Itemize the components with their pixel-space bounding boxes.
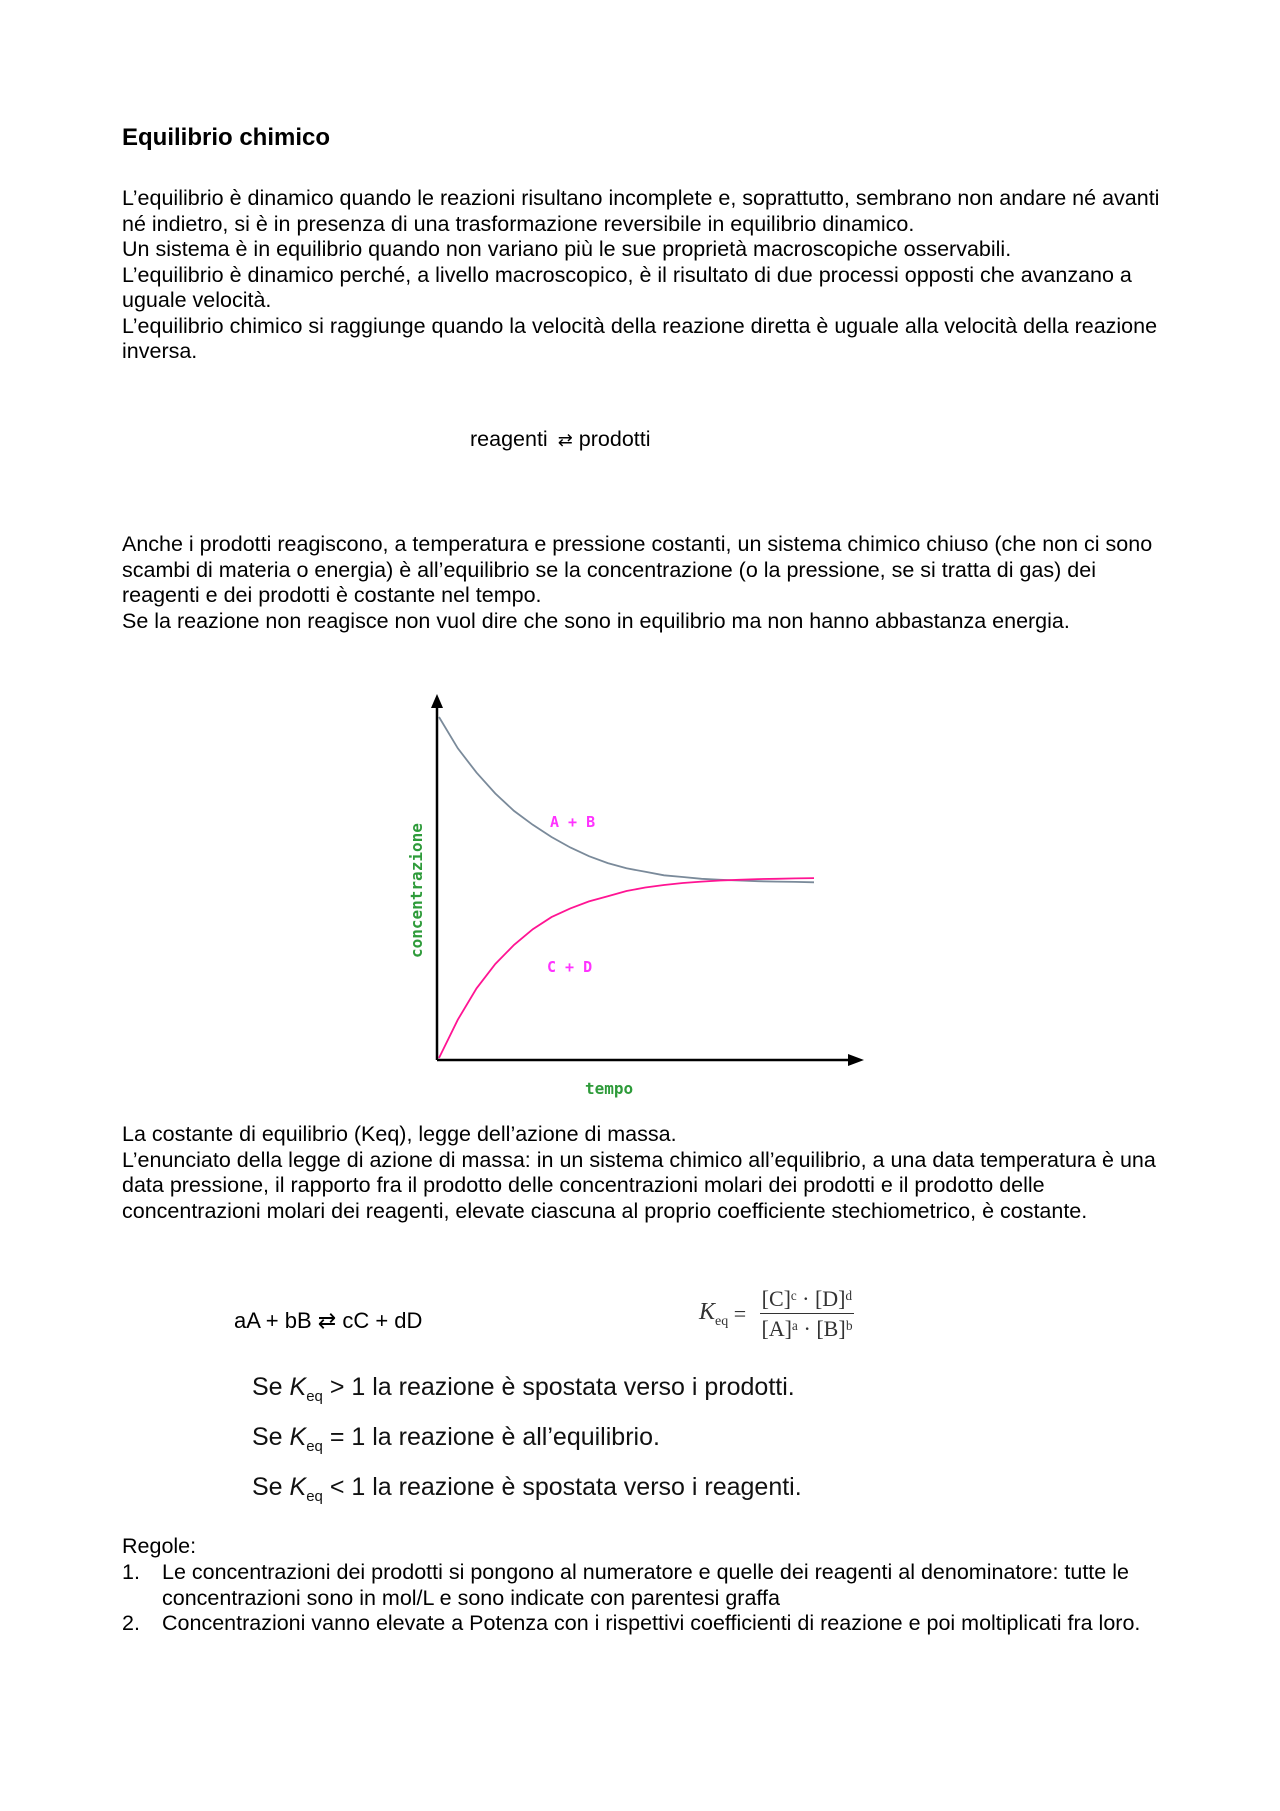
text-line: L’equilibrio chimico si raggiunge quando la velocità della reazione diretta è uguale alla velocità della reazione inversa.	[122, 313, 1158, 363]
keq-numerator: [C]ᶜ · [D]ᵈ	[760, 1286, 855, 1314]
series-line-c-d	[439, 878, 814, 1058]
reaction-equation	[470, 427, 651, 452]
text-line: Anche i prodotti reagiscono, a temperatura e pressione costanti, un sistema chimico chiuso (che non ci sono scambi di materia o energia) è all’equilibrio se la concentrazione (o la pressione, se si tratta di gas) dei reagenti e dei prodotti è costante nel tempo.	[122, 532, 1153, 607]
reactants-label: reagenti	[470, 427, 548, 451]
keq-formula	[699, 1286, 854, 1342]
rule-sub: eq	[306, 1488, 323, 1505]
rule-k: K	[289, 1473, 307, 1501]
text-line: Se la reazione non reagisce non vuol dire che sono in equilibrio ma non hanno abbastanza energia.	[122, 608, 1070, 633]
text-line: Un sistema è in equilibrio quando non variano più le sue proprietà macroscopiche osservabili.	[122, 237, 1012, 261]
text-line: La costante di equilibrio (Keq), legge dell’azione di massa.	[122, 1122, 677, 1146]
keq-rule	[252, 1362, 802, 1412]
y-axis-arrow-icon	[431, 694, 443, 708]
list-item	[122, 1611, 1182, 1637]
keq-denominator: [A]ᵃ · [B]ᵇ	[761, 1316, 853, 1341]
concentration-chart	[402, 690, 882, 1110]
list-number: 2.	[122, 1611, 140, 1635]
keq-rules	[252, 1362, 802, 1512]
equals-sign: =	[728, 1301, 752, 1326]
rules-heading: Regole:	[122, 1534, 197, 1558]
rule-prefix: Se	[252, 1373, 290, 1401]
products-label: prodotti	[578, 427, 651, 451]
rules-list	[122, 1560, 1182, 1637]
rule-k: K	[289, 1373, 307, 1401]
rule-prefix: Se	[252, 1473, 290, 1501]
annotation-a-b: A + B	[550, 813, 596, 831]
list-text: Concentrazioni vanno elevate a Potenza con i rispettivi coefficienti di reazione e poi moltiplicati fra loro.	[162, 1611, 1141, 1635]
rule-text: < 1 la reazione è spostata verso i reagenti.	[322, 1473, 802, 1501]
x-axis-arrow-icon	[848, 1054, 864, 1066]
equilibrium-arrow-icon: ⇄	[557, 430, 573, 450]
rule-prefix: Se	[252, 1423, 290, 1451]
list-number: 1.	[122, 1560, 140, 1584]
keq-subscript: eq	[715, 1313, 729, 1329]
x-axis-label: tempo	[585, 1079, 634, 1098]
rule-sub: eq	[306, 1388, 323, 1405]
text-line: L’enunciato della legge di azione di massa: in un sistema chimico all’equilibrio, a una data temperatura è una data pressione, il rapporto fra il prodotto delle concentrazioni molari dei prodotti e il prodotto delle concentrazioni molari dei reagenti, elevate ciascuna al proprio coefficiente stechiometrico, è costante.	[122, 1147, 1156, 1223]
rule-sub: eq	[306, 1438, 323, 1455]
list-item	[122, 1560, 1182, 1611]
keq-letter: K	[699, 1298, 716, 1325]
text-line: L’equilibrio è dinamico perché, a livello macroscopico, è il risultato di due processi opposti che avanzano a uguale velocità.	[122, 262, 1132, 312]
rule-text: = 1 la reazione è all’equilibrio.	[322, 1423, 660, 1451]
equilibrium-paragraph	[122, 532, 1172, 634]
intro-paragraph	[122, 186, 1172, 365]
keq-rule	[252, 1462, 802, 1512]
mass-action-paragraph	[122, 1122, 1172, 1224]
keq-fraction	[760, 1286, 855, 1342]
rule-text: > 1 la reazione è spostata verso i prodotti.	[322, 1373, 795, 1401]
series-line-a-b	[439, 717, 814, 882]
keq-rule	[252, 1412, 802, 1462]
keq-symbol	[699, 1299, 728, 1330]
general-reaction: aA + bB ⇄ cC + dD	[234, 1308, 423, 1333]
page-title: Equilibrio chimico	[122, 124, 331, 151]
annotation-c-d: C + D	[547, 958, 593, 976]
rule-k: K	[289, 1423, 307, 1451]
list-text: Le concentrazioni dei prodotti si pongono al numeratore e quelle dei reagenti al denominatore: tutte le concentrazioni sono in mol/L e sono indicate con parentesi graffa	[162, 1560, 1129, 1610]
text-line: L’equilibrio è dinamico quando le reazioni risultano incomplete e, soprattutto, sembrano non andare né avanti né indietro, si è in presenza di una trasformazione reversibile in equilibrio dinamico.	[122, 186, 1160, 236]
y-axis-label: concentrazione	[407, 823, 426, 958]
